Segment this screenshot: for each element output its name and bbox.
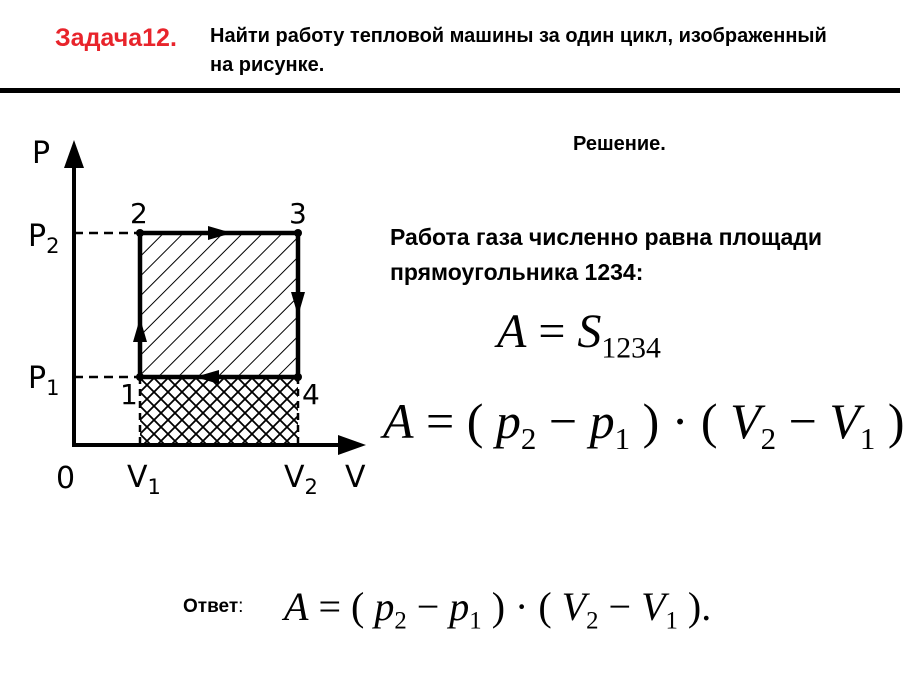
solution-title: Решение.: [573, 133, 666, 155]
formula-area: $A = S_{1234}$: [497, 305, 661, 365]
formula-work: A = ( $p_2 - p_1$ ) · ( $V_2 - V_1$ ): [383, 393, 905, 456]
answer-formula: A = ( $p_2 - p_1$ ) · ( $V_2 - V_1$ ).: [284, 584, 712, 635]
p1-label: $P_1$: [28, 361, 60, 400]
v-axis-label: V: [345, 460, 366, 495]
point-1-label: 1: [120, 378, 138, 411]
point-2-label: 2: [130, 197, 148, 230]
solution-statement: Работа газа численно равна площади прямоугольника 1234:: [390, 224, 823, 285]
p-axis-arrow-icon: [64, 140, 84, 168]
task-label: Задача12.: [55, 24, 177, 52]
under-cycle-area: [140, 377, 298, 445]
vertex-4: [294, 373, 302, 381]
point-4-label: 4: [302, 378, 320, 411]
point-3-label: 3: [289, 197, 307, 230]
v1-label: $V_1$: [127, 460, 161, 499]
v-axis-arrow-icon: [338, 435, 366, 455]
vertex-2: [136, 229, 144, 237]
origin-label: 0: [56, 461, 76, 496]
v2-label: $V_2$: [284, 460, 318, 499]
answer-label: Ответ:: [183, 596, 244, 617]
p2-label: $P_2$: [28, 219, 60, 258]
cycle-work-area: [140, 233, 298, 377]
p-axis-label: P: [32, 136, 51, 171]
vertex-3: [294, 229, 302, 237]
task-text: Найти работу тепловой машины за один цикл, изображенный на рисунке.: [210, 25, 827, 76]
